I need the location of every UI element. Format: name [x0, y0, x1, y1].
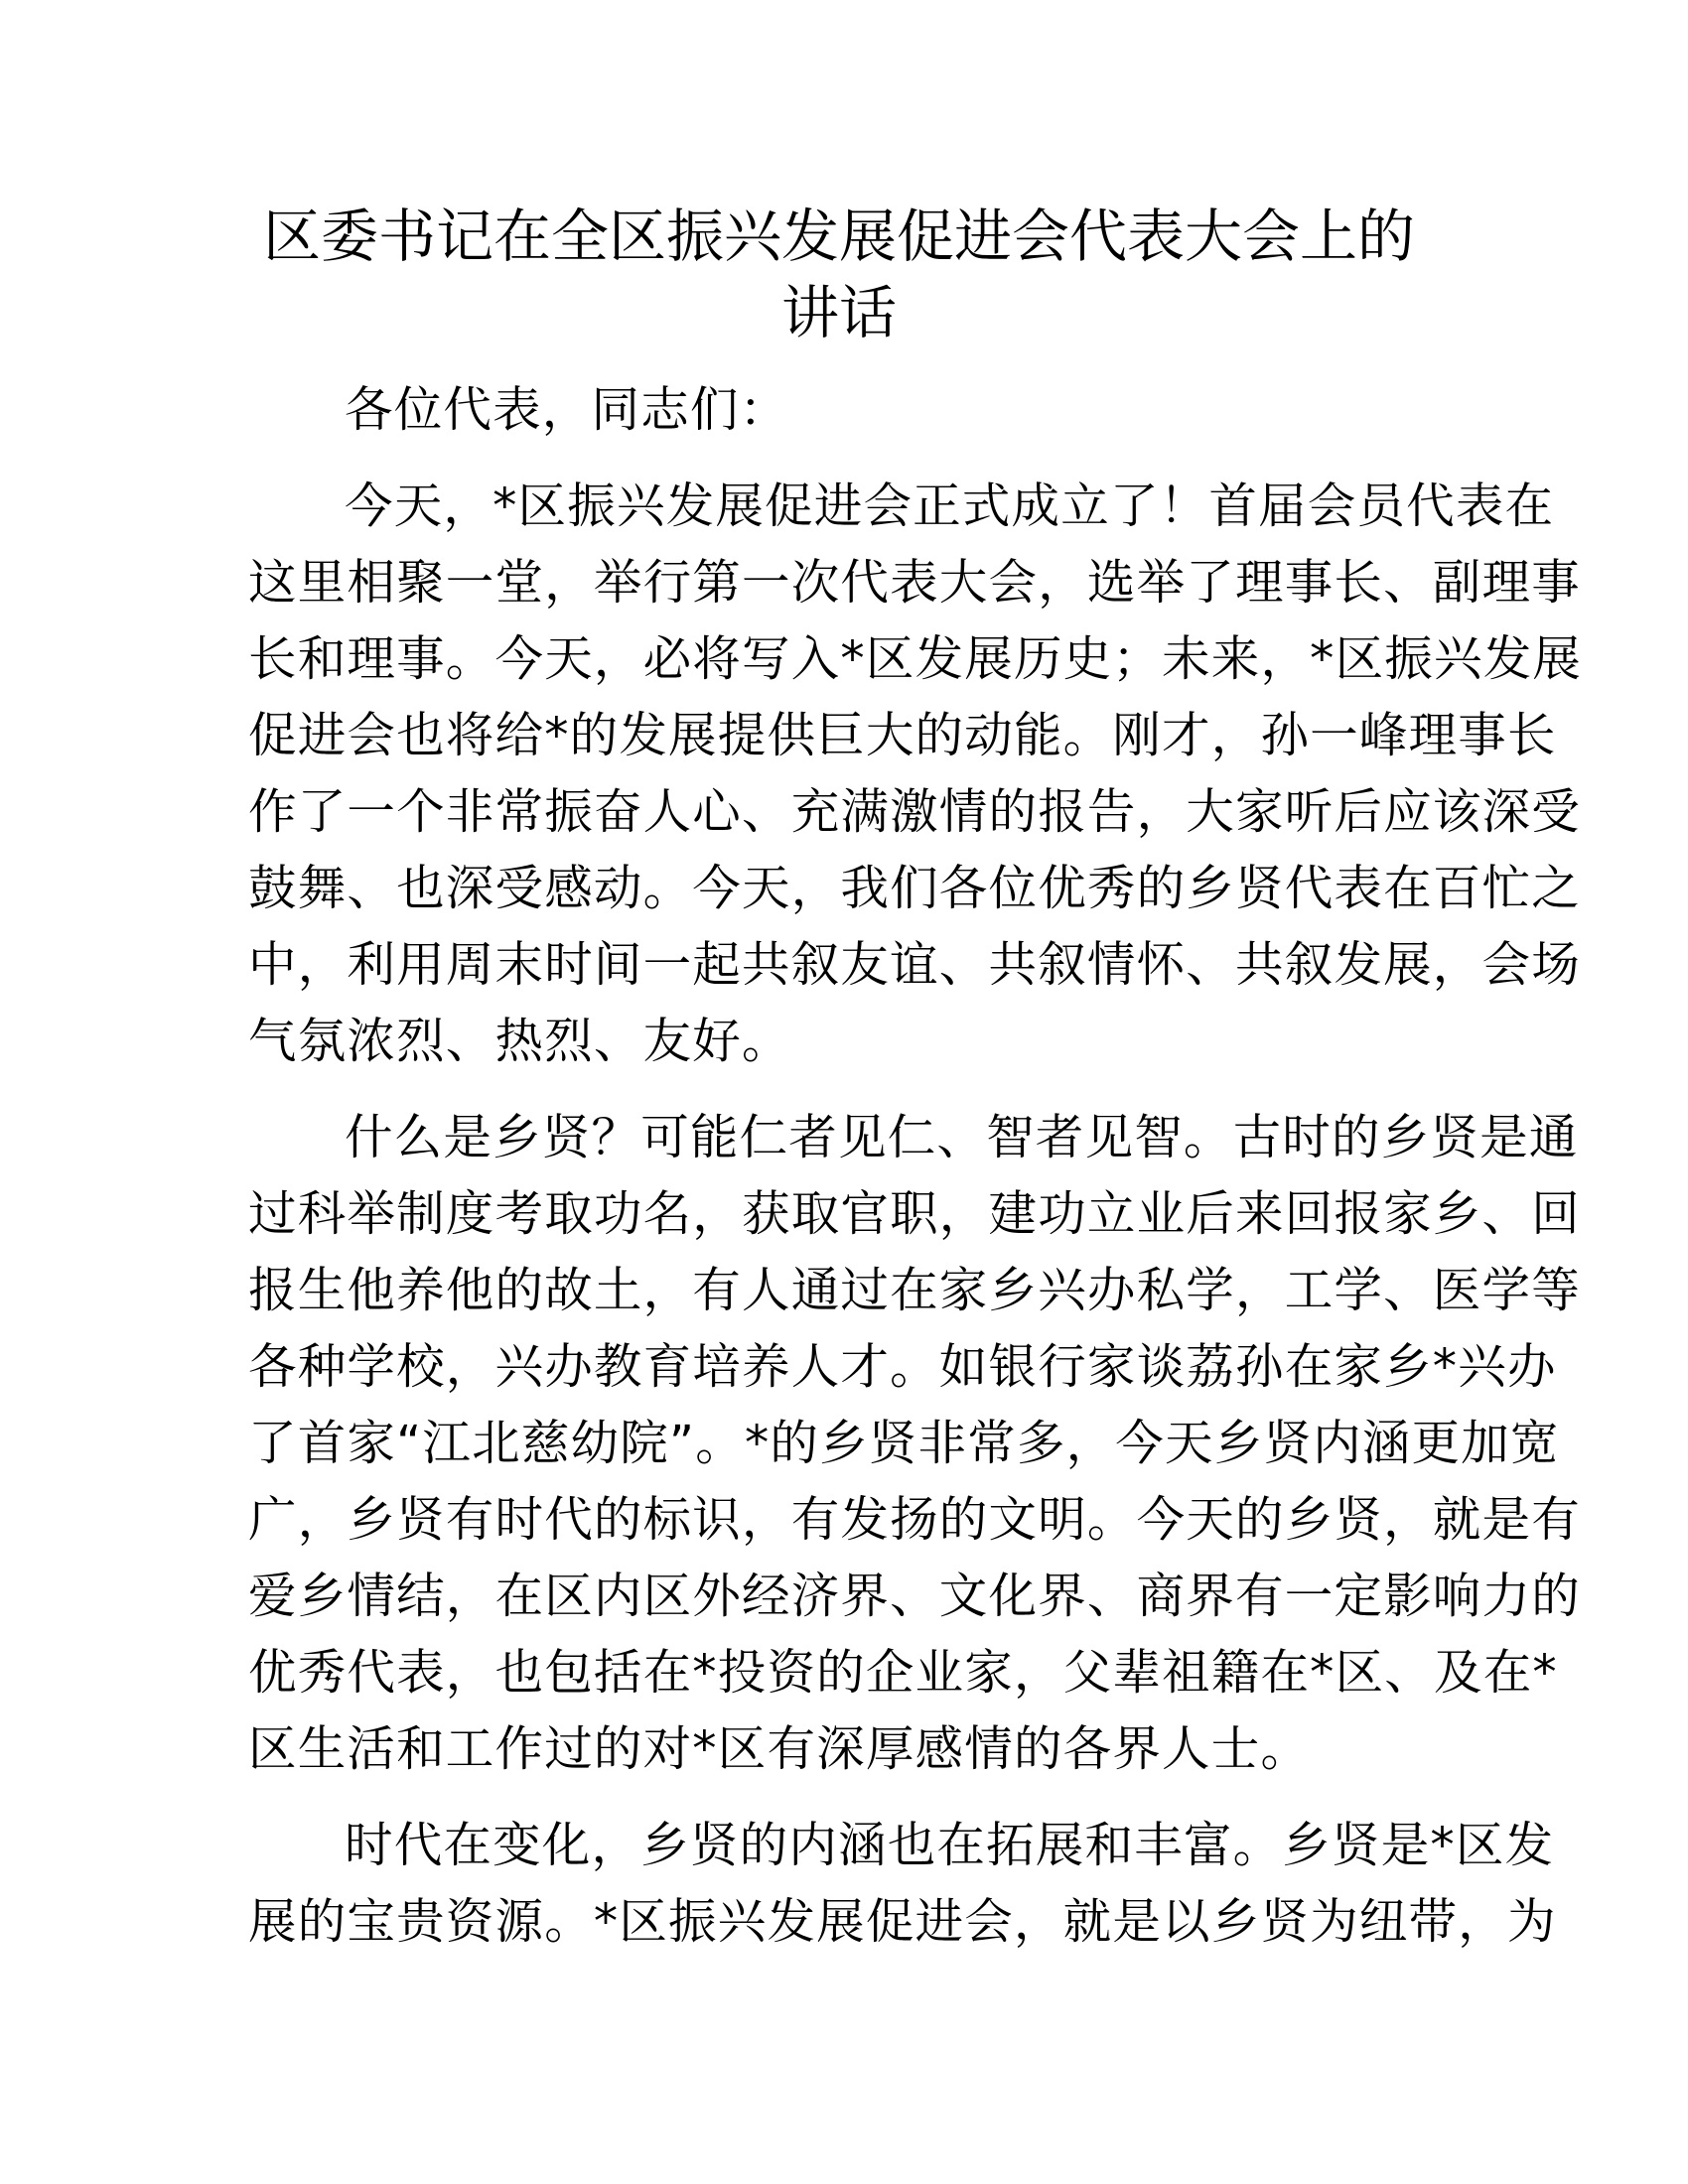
greeting [248, 372, 1430, 449]
paragraph-line: 时代在变化，乡贤的内涵也在拓展和丰富。乡贤是*区发 [345, 1818, 1555, 1873]
document-title [248, 199, 1430, 351]
paragraph-line: 广，乡贤有时代的标识，有发扬的文明。今天的乡贤，就是有 [248, 1492, 1581, 1548]
paragraph-line: 过科举制度考取功名，获取官职，建功立业后来回报家乡、回 [248, 1186, 1581, 1242]
paragraph-line: 了首家“江北慈幼院”。*的乡贤非常多，今天乡贤内涵更加宽 [248, 1416, 1560, 1471]
paragraph-line: 区生活和工作过的对*区有深厚感情的各界人士。 [248, 1721, 1311, 1777]
paragraph-line: 今天，*区振兴发展促进会正式成立了！首届会员代表在 [345, 478, 1555, 534]
paragraph-line: 长和理事。今天，必将写入*区发展历史；未来，*区振兴发展 [248, 631, 1583, 687]
paragraph-2 [248, 1100, 1581, 1788]
title-line-1: 区委书记在全区振兴发展促进会代表大会上的 [262, 203, 1415, 270]
paragraph-line: 促进会也将给*的发展提供巨大的动能。刚才，孙一峰理事长 [248, 708, 1557, 763]
greeting-line: 各位代表，同志们： [345, 382, 789, 438]
paragraph-line: 这里相聚一堂，举行第一次代表大会，选举了理事长、副理事 [248, 555, 1581, 611]
paragraph-1 [248, 469, 1583, 1080]
paragraph-line: 展的宝贵资源。*区振兴发展促进会，就是以乡贤为纽带，为 [248, 1894, 1557, 1950]
paragraph-line: 报生他养他的故土，有人通过在家乡兴办私学，工学、医学等 [248, 1263, 1581, 1318]
paragraph-line: 优秀代表，也包括在*投资的企业家，父辈祖籍在*区、及在* [248, 1645, 1558, 1701]
document-body [248, 372, 1583, 1980]
paragraph-line: 什么是乡贤？可能仁者见仁、智者见智。古时的乡贤是通 [345, 1110, 1579, 1165]
paragraph-line: 作了一个非常振奋人心、充满激情的报告，大家听后应该深受 [248, 784, 1581, 840]
paragraph-line: 鼓舞、也深受感动。今天，我们各位优秀的乡贤代表在百忙之 [248, 861, 1581, 916]
paragraph-line: 爱乡情结，在区内区外经济界、文化界、商界有一定影响力的 [248, 1569, 1581, 1624]
title-line-2: 讲话 [780, 279, 897, 346]
paragraph-line: 各种学校，兴办教育培养人才。如银行家谈荔孙在家乡*兴办 [248, 1339, 1557, 1395]
paragraph-line: 中，利用周末时间一起共叙友谊、共叙情怀、共叙发展，会场 [248, 937, 1581, 993]
paragraph-line: 气氛浓烈、热烈、友好。 [248, 1014, 791, 1069]
paragraph-3 [248, 1808, 1557, 1961]
